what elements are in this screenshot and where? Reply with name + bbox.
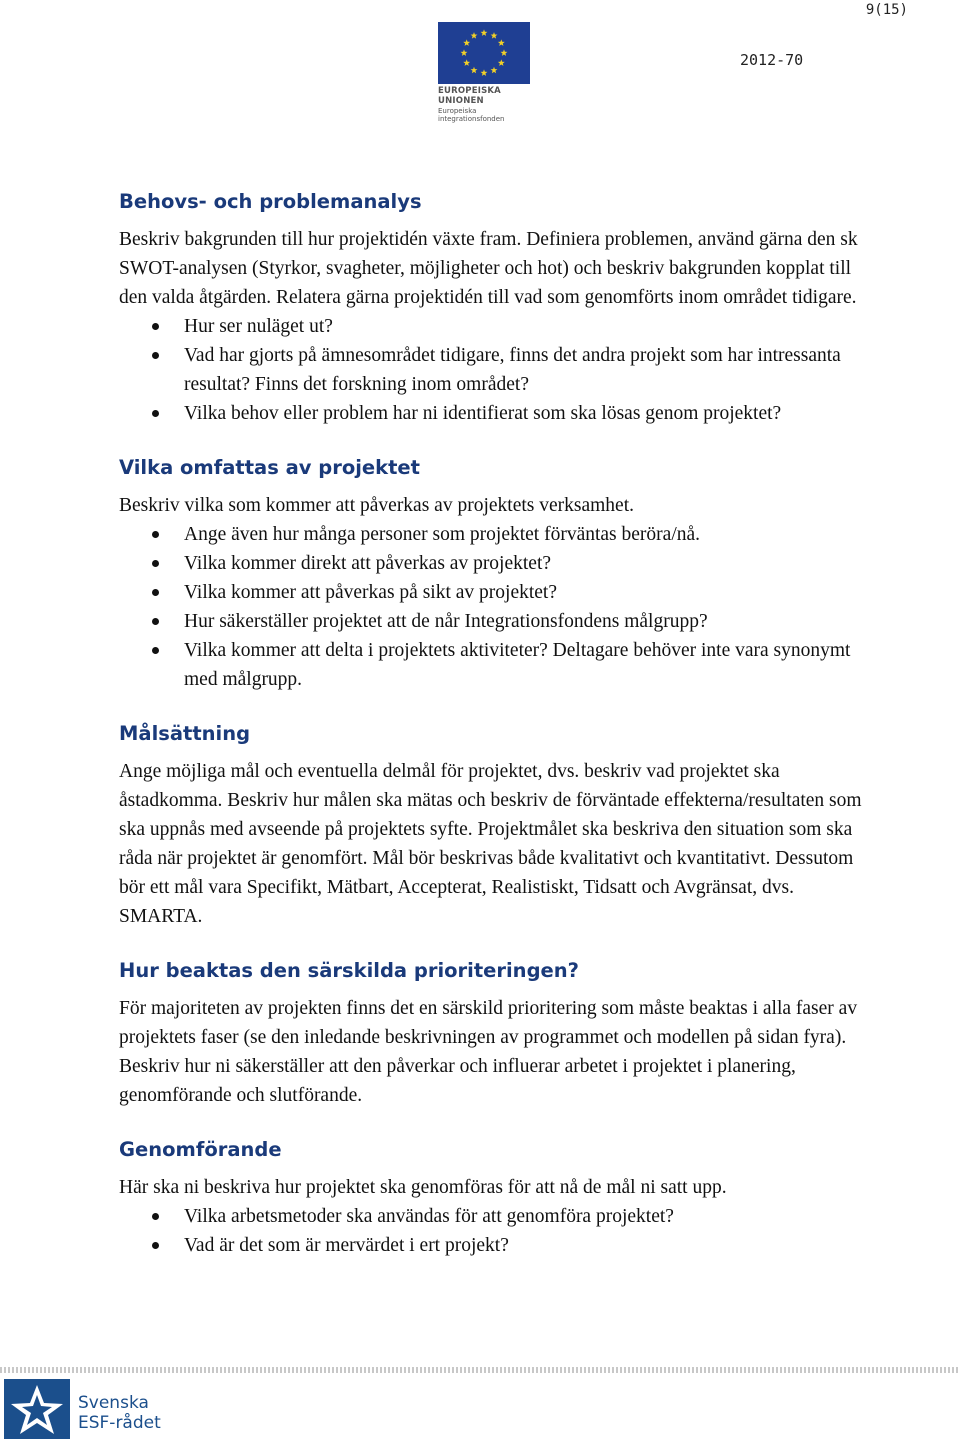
bullet-list (119, 312, 879, 428)
list-item: Vad är det som är mervärdet i ert projekt? (119, 1231, 879, 1260)
section-paragraph: Här ska ni beskriva hur projektet ska genomföras för att nå de mål ni satt upp. (119, 1177, 727, 1198)
eu-logo-name: EUROPEISKA UNIONEN (438, 86, 501, 106)
bullet-list (119, 1202, 879, 1260)
page-number: 9(15) (865, 2, 908, 18)
section-paragraph: Beskriv vilka som kommer att påverkas av projektets verksamhet. (119, 495, 634, 516)
section-omfattas (119, 454, 879, 694)
esf-logo-line1: Svenska (78, 1393, 149, 1413)
document-number: 2012-70 (740, 51, 804, 69)
section-heading: Vilka omfattas av projektet (119, 456, 420, 479)
section-prioritering (119, 957, 879, 1110)
footer-divider (0, 1367, 960, 1373)
section-behovs (119, 188, 879, 428)
section-heading: Genomförande (119, 1138, 282, 1161)
section-paragraph: Beskriv bakgrunden till hur projektidén växte fram. Definiera problemen, använd gärna den sk SWOT-analysen (Styrkor, svagheter, möjligheter och hot) och beskriv bakgrunden kopplat till den valda åtgärden. Relatera gärna projektidén till vad som genomförts inom området tidigare. (119, 229, 858, 308)
section-paragraph: Ange möjliga mål och eventuella delmål för projektet, dvs. beskriv vad projektet ska åstadkomma. Beskriv hur målen ska mätas och beskriv de förväntade effekterna/resultaten som ska uppnås med avseende på projektets syfte. Projektmålet ska beskriva den situation som ska råda när projektet är genomfört. Mål bör beskrivas både kvalitativt och kvantitativt. Dessutom bör ett mål vara Specifikt, Mätbart, Accepterat, Realistiskt, Tidsatt och Avgränsat, dvs. SMARTA. (119, 761, 862, 927)
list-item: Vilka kommer att delta i projektets aktiviteter? Deltagare behöver inte vara synonymt med målgrupp. (119, 636, 879, 694)
bullet-list (119, 520, 879, 694)
esf-logo (4, 1379, 174, 1439)
section-heading: Hur beaktas den särskilda prioriteringen? (119, 959, 579, 982)
list-item: Ange även hur många personer som projektet förväntas beröra/nå. (119, 520, 879, 549)
list-item: Hur ser nuläget ut? (119, 312, 879, 341)
esf-logo-text (78, 1393, 161, 1433)
section-genomforande (119, 1136, 879, 1260)
esf-star-icon (4, 1379, 70, 1439)
list-item: Vilka kommer direkt att påverkas av projektet? (119, 549, 879, 578)
section-heading: Målsättning (119, 722, 251, 745)
list-item: Hur säkerställer projektet att de når Integrationsfondens målgrupp? (119, 607, 879, 636)
list-item: Vad har gjorts på ämnesområdet tidigare, finns det andra projekt som har intressanta resultat? Finns det forskning inom området? (119, 341, 879, 399)
section-heading: Behovs- och problemanalys (119, 190, 422, 213)
section-malsattning (119, 720, 879, 931)
eu-flag-icon (438, 22, 530, 84)
section-paragraph: För majoriteten av projekten finns det en särskild prioritering som måste beaktas i alla faser av projektets faser (se den inledande beskrivningen av programmet och modellen på sidan fyra). Beskriv hur ni säkerställer att den påverkar och influerar arbetet i projektet i planering, genomförande och slutförande. (119, 998, 858, 1106)
eu-logo (438, 22, 534, 123)
document-body (119, 188, 879, 1286)
eu-logo-subtitle: Europeiska integrationsfonden (438, 107, 505, 123)
list-item: Vilka behov eller problem har ni identifierat som ska lösas genom projektet? (119, 399, 879, 428)
list-item: Vilka kommer att påverkas på sikt av projektet? (119, 578, 879, 607)
list-item: Vilka arbetsmetoder ska användas för att genomföra projektet? (119, 1202, 879, 1231)
esf-logo-line2: ESF-rådet (78, 1413, 161, 1433)
